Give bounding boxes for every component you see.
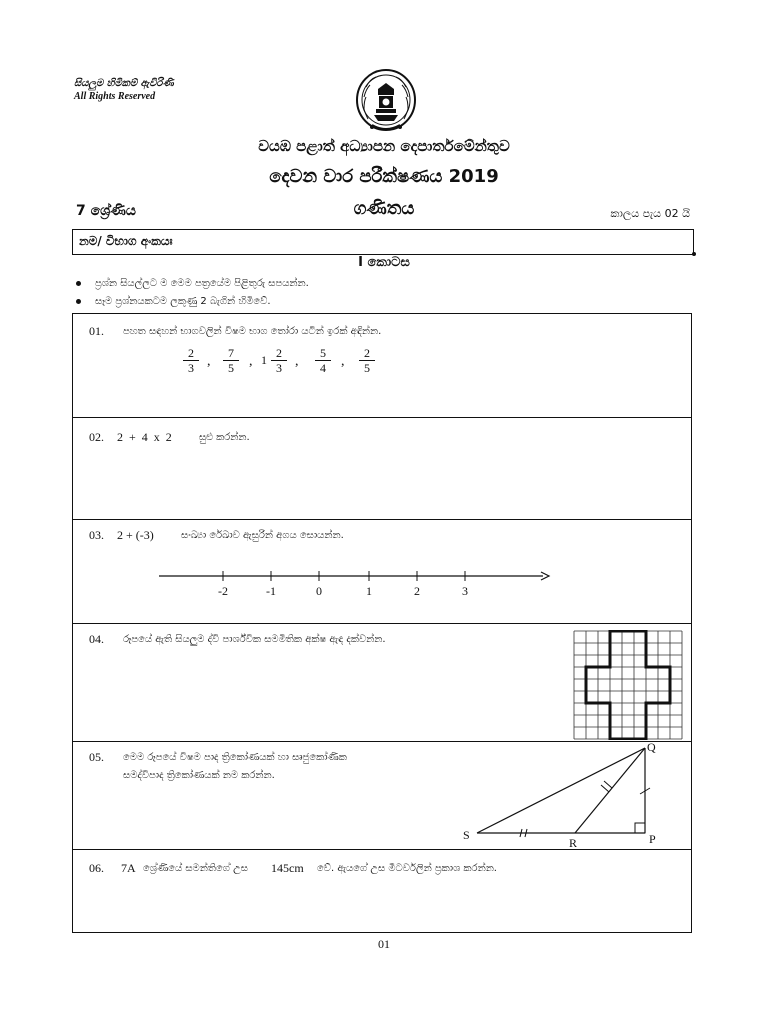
subject-title: ගණිතය [353,198,415,219]
numerator: 2 [188,346,194,360]
copyright-english: All Rights Reserved [74,91,156,102]
question-number: 05. [89,750,104,764]
whole-number: 1 [261,353,267,367]
duration-label: කාලය පැය 02 යි [610,207,690,220]
tick-label: 1 [366,584,372,598]
instruction-text: සෑම ප්‍රශ්නයකටම ලකුණු 2 බැගින් හිමිවේ. [95,296,271,307]
question-text-line2: සමද්විපාද ත්‍රිකෝණයක් නම කරන්න. [123,770,275,781]
fraction-1 [181,346,201,375]
name-index-label: නම/ විභාග අංකයඃ [79,234,173,248]
fraction-2 [221,346,241,375]
question-expression: 2 + (-3) [117,528,154,542]
instruction-text: ප්‍රශ්න සියල්ලට ම මෙම පත්‍රයේම පිළිතුරු සපයන්න. [95,278,309,289]
vertex-label-p: P [649,832,656,846]
bullet-icon [76,299,81,304]
separator: , [295,354,299,369]
bullet-icon [76,281,81,286]
numerator: 2 [364,346,370,360]
numerator: 2 [276,346,282,360]
tick-label: 0 [316,584,322,598]
denominator: 5 [228,361,234,375]
denominator: 3 [276,361,282,375]
numerator: 7 [228,346,234,360]
denominator: 3 [188,361,194,375]
instruction-1 [76,278,309,289]
question-number: 04. [89,632,104,646]
vertex-label-q: Q [647,740,656,754]
separator: , [207,354,211,369]
vertex-label-r: R [569,836,578,850]
question-text-line1: මෙම රූපයේ විෂම පාද ත්‍රිකෝණයක් හා සෘජුකෝණික [123,752,347,763]
class-name: 7A [121,861,136,875]
numerator: 5 [320,346,326,360]
name-index-field[interactable] [72,229,694,255]
symmetry-grid-figure [573,630,683,740]
question-text: ශ්‍රේණියේ සමන්තිගේ උස [143,863,248,874]
page-number: 01 [378,937,390,951]
tick-label: 3 [462,584,468,598]
fraction-3 [269,346,289,375]
exam-title: දෙවන වාර පරීක්ෂණය 2019 [269,166,499,187]
question-number: 01. [89,324,104,338]
question-box [72,313,692,933]
separator: , [249,354,253,369]
height-value: 145cm [271,861,304,875]
tick-label: 2 [414,584,420,598]
fraction-5 [357,346,377,375]
triangle-figure [469,742,669,842]
vertex-label-s: S [463,828,470,842]
question-divider [73,623,691,624]
question-text-end: වේ. ඇයගේ උස මීටර්වලින් ප්‍රකාශ කරන්න. [317,863,497,874]
question-divider [73,519,691,520]
question-number: 03. [89,528,104,542]
grade-label: 7 ශ්‍රේණිය [76,203,136,219]
copyright-sinhala: සියලුම හිමිකම් ඇවිරිණි [74,78,174,89]
department-name: වයඹ පළාත් අධ්‍යාපන දෙපාර්තමේන්තුව [258,137,510,155]
instruction-2 [76,296,271,307]
separator: , [341,354,345,369]
fraction-4 [313,346,333,375]
question-divider [73,417,691,418]
question-divider [73,849,691,850]
government-emblem-icon [352,67,420,137]
question-text: සංඛ්‍යා රේඛාව ඇසුරින් අගය සොයන්න. [181,530,344,541]
question-text: පහත සඳහන් භාගවලින් විෂම භාග තෝරා යටින් ඉරක් අඳින්න. [123,326,382,337]
denominator: 5 [364,361,370,375]
question-text: සුළු කරන්න. [199,432,250,443]
tick-label: -1 [266,584,276,598]
part-title: I කොටස [358,255,410,270]
question-number: 06. [89,861,104,875]
question-number: 02. [89,430,104,444]
question-expression: 2 + 4 x 2 [117,430,172,444]
tick-label: -2 [218,584,228,598]
question-text: රූපයේ ඇති සියලුම ද්වි පාර්ශ්වික සමමිතික අක්ෂ ඇඳ දක්වන්න. [123,634,386,645]
denominator: 4 [320,361,326,375]
